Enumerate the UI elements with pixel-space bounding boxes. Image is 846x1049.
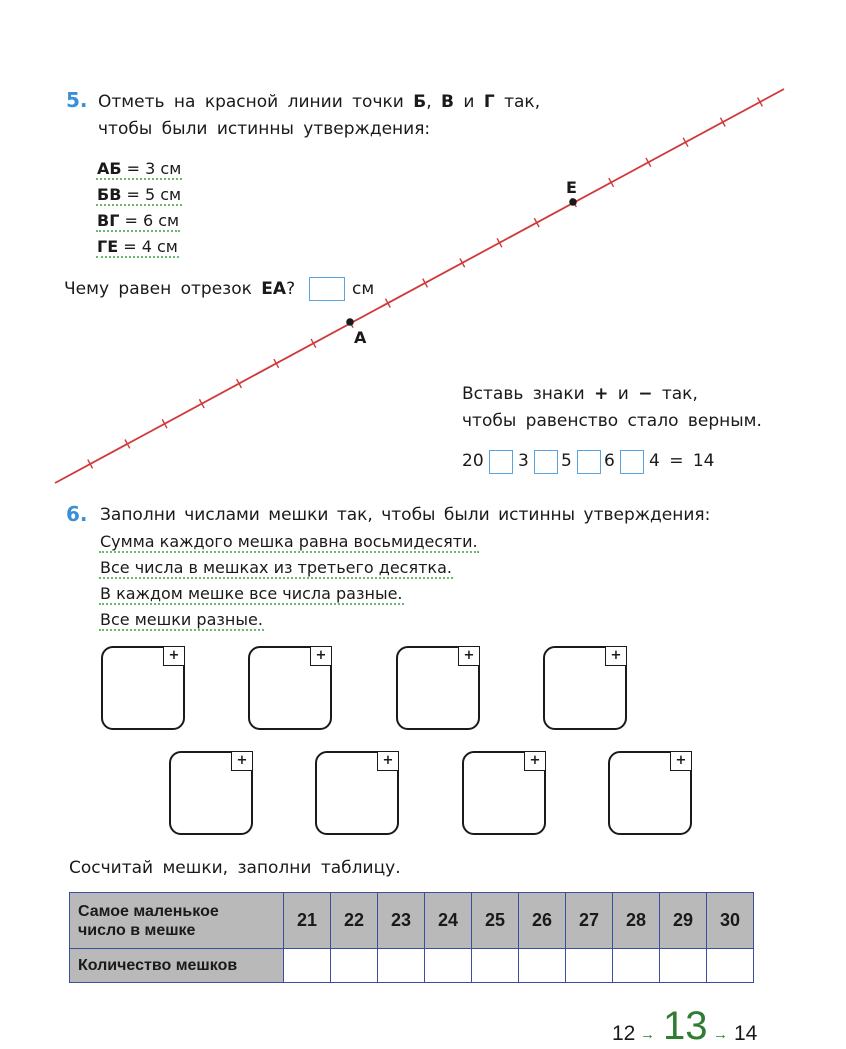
count-input-cell[interactable]	[707, 949, 754, 983]
equation-term-20: 20	[462, 451, 484, 471]
count-input-cell[interactable]	[660, 949, 707, 983]
bags-count-table	[69, 892, 754, 983]
equation-term-5: 5	[561, 451, 572, 471]
bag-count-header: Количество мешков	[70, 949, 284, 983]
bag-7[interactable]	[462, 751, 546, 835]
count-input-cell[interactable]	[425, 949, 472, 983]
unit-cm: см	[352, 279, 375, 299]
plus-icon: +	[231, 751, 253, 771]
plus-icon: +	[670, 751, 692, 771]
statement-distinct-numbers: В каждом мешке все числа разные.	[100, 584, 403, 603]
statement-bv: БВ = 5 см	[97, 185, 182, 204]
bag-4[interactable]	[543, 646, 627, 730]
task6-instruction: Заполни числами мешки так, чтобы были истинны утверждения:	[100, 505, 711, 525]
question-ea: Чему равен отрезок ЕА?	[64, 279, 296, 299]
current-page-number: 13	[663, 1004, 708, 1048]
task5-statements	[96, 158, 182, 258]
plus-icon: +	[377, 751, 399, 771]
table-number-cell: 30	[707, 893, 754, 949]
table-number-cell: 22	[331, 893, 378, 949]
table-count-row	[70, 949, 754, 983]
count-instruction: Сосчитай мешки, заполни таблицу.	[69, 858, 401, 878]
table-header-row	[70, 893, 754, 949]
table-number-cell: 29	[660, 893, 707, 949]
count-input-cell[interactable]	[472, 949, 519, 983]
table-number-cell: 24	[425, 893, 472, 949]
statement-ge: ГЕ = 4 см	[97, 237, 178, 256]
statement-sum: Сумма каждого мешка равна восьмидесяти.	[100, 532, 478, 551]
smallest-number-header: Самое маленькое число в мешке	[70, 893, 284, 949]
point-e-dot	[569, 198, 577, 206]
statement-third-ten: Все числа в мешках из третьего десятка.	[100, 558, 452, 577]
sign-box-3[interactable]	[577, 450, 601, 474]
table-number-cell: 21	[284, 893, 331, 949]
red-number-line	[0, 0, 846, 520]
statement-ab: АБ = 3 см	[97, 159, 182, 178]
sign-box-2[interactable]	[534, 450, 558, 474]
count-input-cell[interactable]	[378, 949, 425, 983]
plus-icon: +	[458, 646, 480, 666]
point-a-dot	[346, 318, 354, 326]
count-input-cell[interactable]	[331, 949, 378, 983]
bag-2[interactable]	[248, 646, 332, 730]
signs-instruction-line2: чтобы равенство стало верным.	[462, 411, 762, 431]
count-input-cell[interactable]	[519, 949, 566, 983]
equation-term-3: 3	[518, 451, 529, 471]
task5-instruction-line1: Отметь на красной линии точки Б, В и Г так,	[98, 92, 541, 112]
count-input-cell[interactable]	[613, 949, 660, 983]
table-number-cell: 23	[378, 893, 425, 949]
equation-term-6: 6	[604, 451, 615, 471]
task6-number: 6.	[66, 502, 88, 526]
statement-vg: ВГ = 6 см	[97, 211, 180, 230]
plus-icon: +	[524, 751, 546, 771]
plus-icon: +	[310, 646, 332, 666]
sign-box-4[interactable]	[620, 450, 644, 474]
sign-box-1[interactable]	[489, 450, 513, 474]
count-input-cell[interactable]	[566, 949, 613, 983]
bag-6[interactable]	[315, 751, 399, 835]
equation-result: 4 = 14	[649, 451, 715, 471]
table-number-cell: 25	[472, 893, 519, 949]
point-a-label: А	[354, 328, 367, 347]
arrow-right-icon: →	[713, 1026, 728, 1043]
next-page-number[interactable]: 14	[734, 1022, 758, 1045]
answer-box-ea[interactable]	[309, 277, 345, 301]
table-number-cell: 26	[519, 893, 566, 949]
statement-distinct-bags: Все мешки разные.	[100, 610, 263, 629]
bag-8[interactable]	[608, 751, 692, 835]
bag-1[interactable]	[101, 646, 185, 730]
signs-instruction-line1: Вставь знаки + и − так,	[462, 384, 698, 404]
task5-instruction-line2: чтобы были истинны утверждения:	[98, 119, 431, 139]
bag-3[interactable]	[396, 646, 480, 730]
table-number-cell: 27	[566, 893, 613, 949]
prev-page-number[interactable]: 12	[612, 1022, 636, 1045]
plus-icon: +	[163, 646, 185, 666]
plus-icon: +	[605, 646, 627, 666]
arrow-right-icon: →	[640, 1026, 655, 1043]
task5-number: 5.	[66, 88, 88, 112]
point-e-label: Е	[566, 178, 577, 197]
count-input-cell[interactable]	[284, 949, 331, 983]
task6-statements	[99, 531, 479, 631]
bag-5[interactable]	[169, 751, 253, 835]
table-number-cell: 28	[613, 893, 660, 949]
